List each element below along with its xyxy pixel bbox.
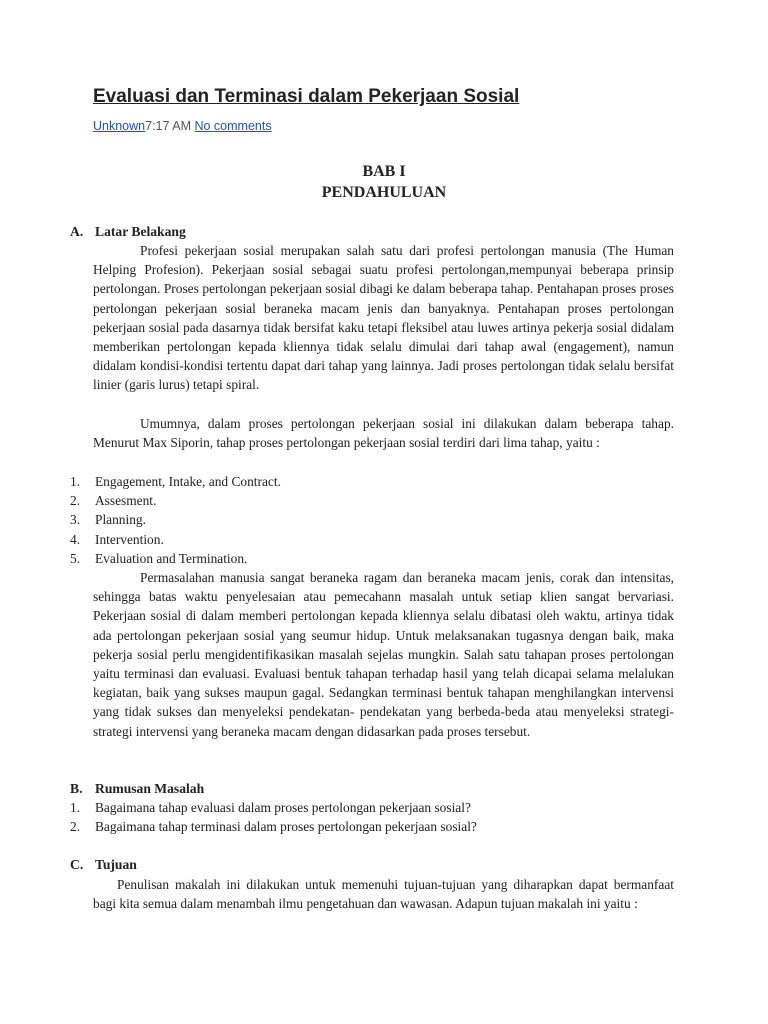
chapter-title: PENDAHULUAN xyxy=(321,184,447,201)
post-title[interactable]: Evaluasi dan Terminasi dalam Pekerjaan Sosial xyxy=(93,86,520,107)
section-heading-rumusan-masalah xyxy=(70,779,204,798)
section-letter: B. xyxy=(70,781,83,796)
section-heading-tujuan xyxy=(70,855,137,874)
post-time: 7:17 AM xyxy=(145,119,191,133)
section-title: Tujuan xyxy=(95,857,137,872)
questions-list xyxy=(70,798,477,836)
paragraph-latar-belakang-3: Permasalahan manusia sangat beraneka ragam dan beraneka macam jenis, corak dan intensitas, sehingga batas waktu penyelesaian atau pemecahann masalah untuk setiap klien sangat bervariasi. Pekerjaan sosial di dalam memberi pertolongan kepada kliennya selalu dibatasi oleh waktu, artinya tidak ada pertolongan pekerjaan sosial yang seumur hidup. Untuk melaksanakan tugasnya dengan baik, maka pekerja sosial perlu mengidentifikasikan masalah sejelas mungkin. Salah satu tahapan proses pertolongan yaitu terminasi dan evaluasi. Evaluasi bentuk tahapan terhadap hasil yang telah dicapai selama melalukan kegiatan, baik yang sukses maupun gagal. Sedangkan terminasi bentuk tahapan menghilangkan intervensi yang tidak sukses dan menyeleksi pendekatan- pendekatan yang berbeda-beda atau menyeleksi strategi-strategi intervensi yang beraneka macam dengan didasarkan pada proses tersebut. xyxy=(93,570,674,739)
post-meta xyxy=(93,119,272,133)
section-letter: C. xyxy=(70,857,84,872)
section-letter: A. xyxy=(70,224,84,239)
list-item: 2. Bagaimana tahap terminasi dalam proses pertolongan pekerjaan sosial? xyxy=(70,819,477,835)
list-item: 4. Intervention. xyxy=(70,531,164,547)
section-title: Rumusan Masalah xyxy=(95,781,205,796)
list-item: 5. Evaluation and Termination. xyxy=(70,550,248,566)
section-heading-latar-belakang xyxy=(70,222,186,241)
list-item: 1. Bagaimana tahap evaluasi dalam proses pertolongan pekerjaan sosial? xyxy=(70,800,471,815)
section-title: Latar Belakang xyxy=(95,224,186,239)
comments-link[interactable]: No comments xyxy=(194,119,272,133)
list-item: 3. Planning. xyxy=(70,512,146,528)
author-link[interactable]: Unknown xyxy=(93,119,146,133)
paragraph-tujuan-1: Penulisan makalah ini dilakukan untuk memenuhi tujuan-tujuan yang diharapkan dapat bermanfaat bagi kita semua dalam menambah ilmu pengetahuan dan wawasan. Adapun tujuan makalah ini yaitu : xyxy=(93,877,674,912)
list-item: 2. Assesment. xyxy=(70,493,157,509)
chapter-number: BAB I xyxy=(362,163,406,180)
paragraph-latar-belakang-1: Profesi pekerjaan sosial merupakan salah satu dari profesi pertolongan manusia (The Human Helping Profesion). Pekerjaan sosial sebagai suatu profesi pertolongan,mempunyai beberapa prinsip pertolongan. Proses pertolongan pekerjaan sosial dibagi ke dalam beberapa tahap. Pentahapan proses proses pertolongan pekerjaan sosial beraneka macam jenis dan banyaknya. Pentahapan proses pertolongan pekerjaan sosial pada dasarnya tidak bersifat kaku tetapi fleksibel atau luwes artinya pekerja sosial didalam memberikan pertolongan kepada kliennya tidak selalu dimulai dari tahap awal (engagement), namun didalam kondisi-kondisi tertentu dapat dari tahap yang lainnya. Jadi proses pertolongan tidak selalu bersifat linier (garis lurus) tetapi spiral. xyxy=(93,243,674,393)
paragraph-latar-belakang-2: Umumnya, dalam proses pertolongan pekerjaan sosial ini dilakukan dalam beberapa tahap. Menurut Max Siporin, tahap proses pertolongan pekerjaan sosial terdiri dari lima tahap, yaitu : xyxy=(93,416,674,451)
list-item: 1. Engagement, Intake, and Contract. xyxy=(70,474,281,489)
stages-list xyxy=(70,472,281,568)
